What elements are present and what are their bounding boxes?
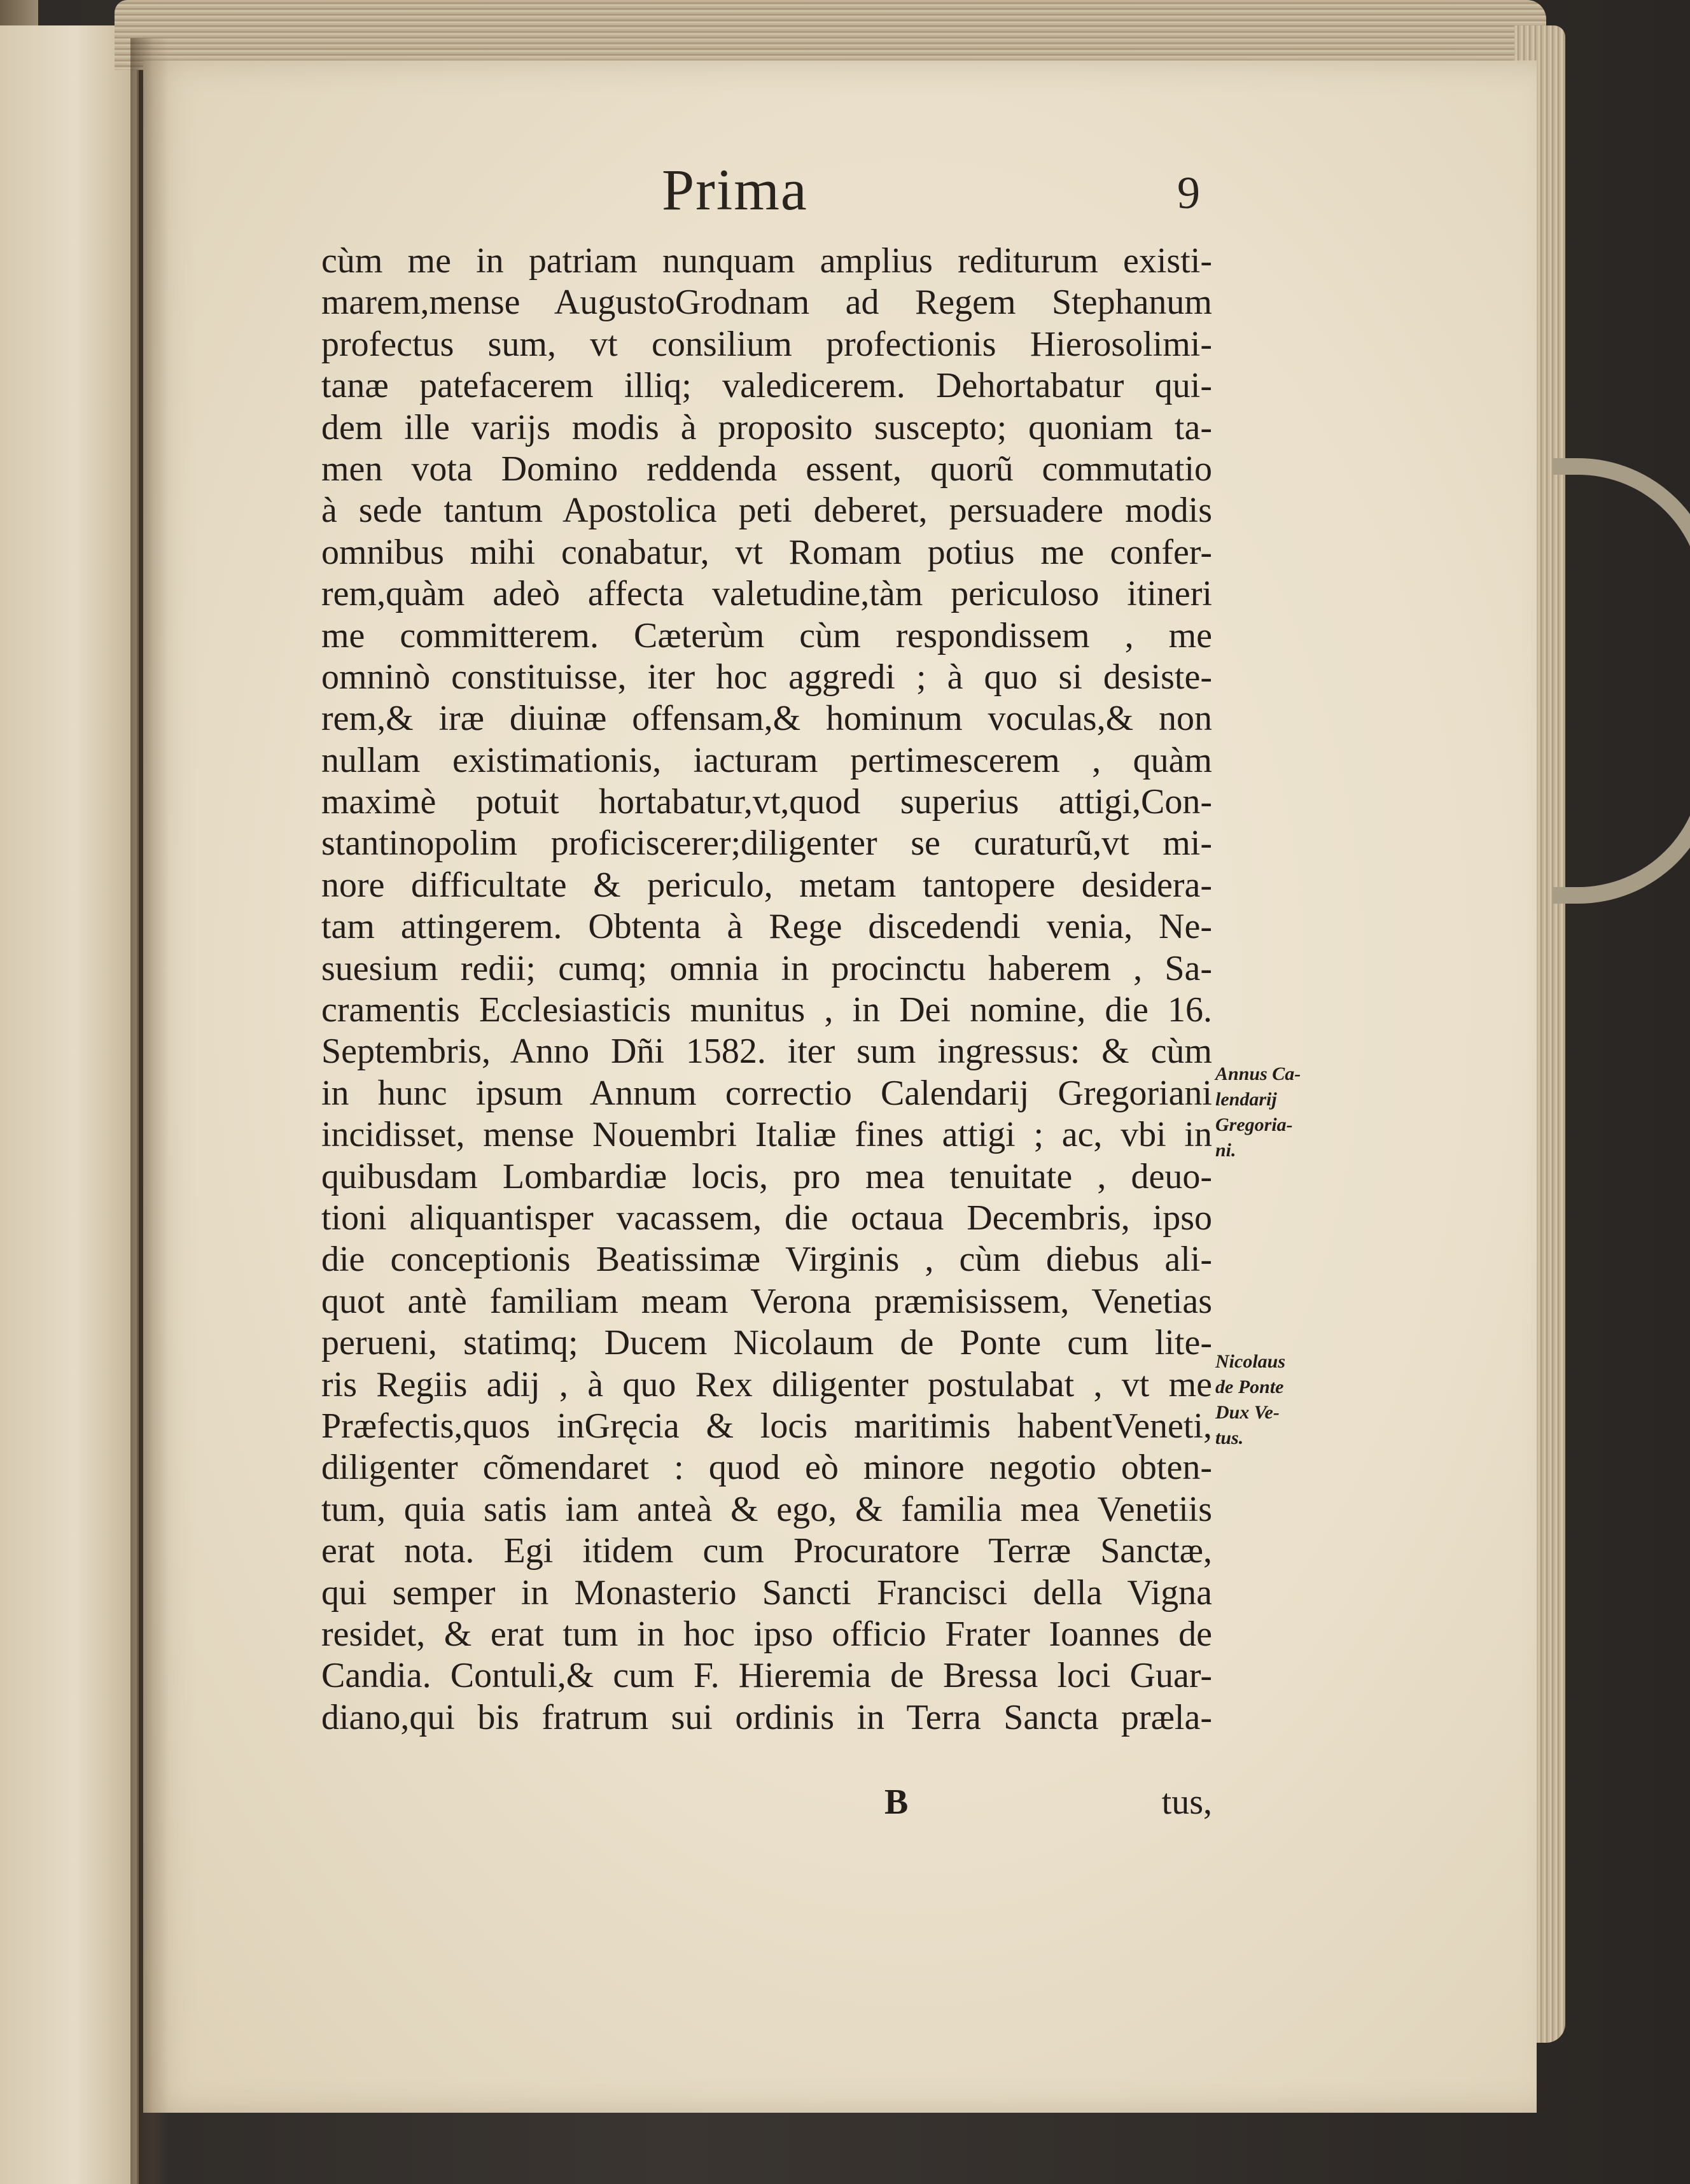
- text-line: cùm me in patriam nunquam amplius rediturum existi-: [321, 241, 1212, 281]
- text-line: tanæ patefacerem illiq; valedicerem. Dehortabatur qui-: [321, 366, 1212, 406]
- text-line: die conceptionis Beatissimæ Virginis , cùm diebus ali-: [321, 1240, 1212, 1280]
- marginal-line: Dux Ve-: [1215, 1402, 1280, 1423]
- body-text: [321, 241, 1212, 1739]
- text-line: omninò constituisse, iter hoc aggredi ; à quo si desiste-: [321, 657, 1212, 697]
- text-line: cramentis Ecclesiasticis munitus , in Dei nomine, die 16.: [321, 990, 1212, 1030]
- text-line: nore difficultate & periculo, metam tantopere desidera-: [321, 865, 1212, 905]
- text-line: à sede tantum Apostolica peti deberet, persuadere modis: [321, 491, 1212, 531]
- running-head: Prima: [662, 157, 808, 222]
- text-line: profectus sum, vt consilium profectionis Hierosolimi-: [321, 324, 1212, 364]
- text-line: Septembris, Anno Dñi 1582. iter sum ingressus: & cùm: [321, 1032, 1212, 1072]
- page-top-edges: [115, 0, 1546, 70]
- text-line: residet, & erat tum in hoc ipso officio Frater Ioannes de: [321, 1614, 1212, 1654]
- marginal-note-doge: [1215, 1349, 1336, 1451]
- text-line: suesium redii; cumq; omnia in procinctu haberem , Sa-: [321, 948, 1212, 988]
- marginal-line: tus.: [1215, 1427, 1244, 1448]
- binding-strap: [1553, 458, 1690, 904]
- text-line: erat nota. Egi itidem cum Procuratore Terræ Sanctæ,: [321, 1531, 1212, 1571]
- text-line: tioni aliquantisper vacassem, die octaua Decembris, ipso: [321, 1198, 1212, 1238]
- text-line: qui semper in Monasterio Sancti Francisci della Vigna: [321, 1572, 1212, 1613]
- gutter-shadow: [130, 38, 169, 2184]
- text-line: maximè potuit hortabatur,vt,quod superius attigi,Con-: [321, 782, 1212, 822]
- text-line: dem ille varijs modis à proposito suscepto; quoniam ta-: [321, 407, 1212, 447]
- signature-mark: B: [884, 1782, 909, 1822]
- marginal-line: Nicolaus: [1215, 1351, 1286, 1372]
- marginal-line: Annus Ca-: [1215, 1063, 1301, 1084]
- text-line: stantinopolim proficiscerer;diligenter se curaturũ,vt mi-: [321, 823, 1212, 864]
- text-line: nullam existimationis, iacturam pertimescerem , quàm: [321, 740, 1212, 780]
- text-line: diligenter cõmendaret : quod eò minore negotio obten-: [321, 1448, 1212, 1488]
- text-line: tum, quia satis iam anteà & ego, & familia mea Venetiis: [321, 1489, 1212, 1529]
- text-line: quot antè familiam meam Verona præmisissem, Venetias: [321, 1281, 1212, 1321]
- text-line: quibusdam Lombardiæ locis, pro mea tenuitate , deuo-: [321, 1156, 1212, 1196]
- marginal-line: Gregoria-: [1215, 1114, 1293, 1135]
- catchword: tus,: [1161, 1782, 1212, 1822]
- verso-page-edge: [0, 25, 139, 2184]
- text-line: perueni, statimq; Ducem Nicolaum de Ponte cum lite-: [321, 1323, 1212, 1363]
- marginal-note-calendar: [1215, 1061, 1336, 1163]
- text-line: in hunc ipsum Annum correctio Calendarij Gregoriani: [321, 1073, 1212, 1113]
- marginal-line: de Ponte: [1215, 1376, 1284, 1397]
- text-line: omnibus mihi conabatur, vt Romam potius me confer-: [321, 532, 1212, 572]
- text-line: me committerem. Cæterùm cùm respondissem , me: [321, 615, 1212, 655]
- text-line: men vota Domino reddenda essent, quorũ commutatio: [321, 449, 1212, 489]
- catch-line: [321, 1782, 1212, 1826]
- text-line: Candia. Contuli,& cum F. Hieremia de Bressa loci Guar-: [321, 1656, 1212, 1696]
- text-line: diano,qui bis fratrum sui ordinis in Terra Sancta præla-: [321, 1697, 1212, 1737]
- text-line: ris Regiis adij , à quo Rex diligenter postulabat , vt me: [321, 1364, 1212, 1404]
- marginal-line: lendarij: [1215, 1089, 1277, 1110]
- text-line: marem,mense AugustoGrodnam ad Regem Stephanum: [321, 283, 1212, 323]
- text-line: Præfectis,quos inGręcia & locis maritimis habentVeneti,: [321, 1406, 1212, 1446]
- text-line: rem,quàm adeò affecta valetudine,tàm periculoso itineri: [321, 574, 1212, 614]
- page-number: 9: [1177, 167, 1200, 218]
- text-line: tam attingerem. Obtenta à Rege discedendi venia, Ne-: [321, 907, 1212, 947]
- marginal-line: ni.: [1215, 1140, 1236, 1161]
- text-line: rem,& iræ diuinæ offensam,& hominum voculas,& non: [321, 699, 1212, 739]
- text-line: incidisset, mense Nouembri Italiæ fines attigi ; ac, vbi in: [321, 1115, 1212, 1155]
